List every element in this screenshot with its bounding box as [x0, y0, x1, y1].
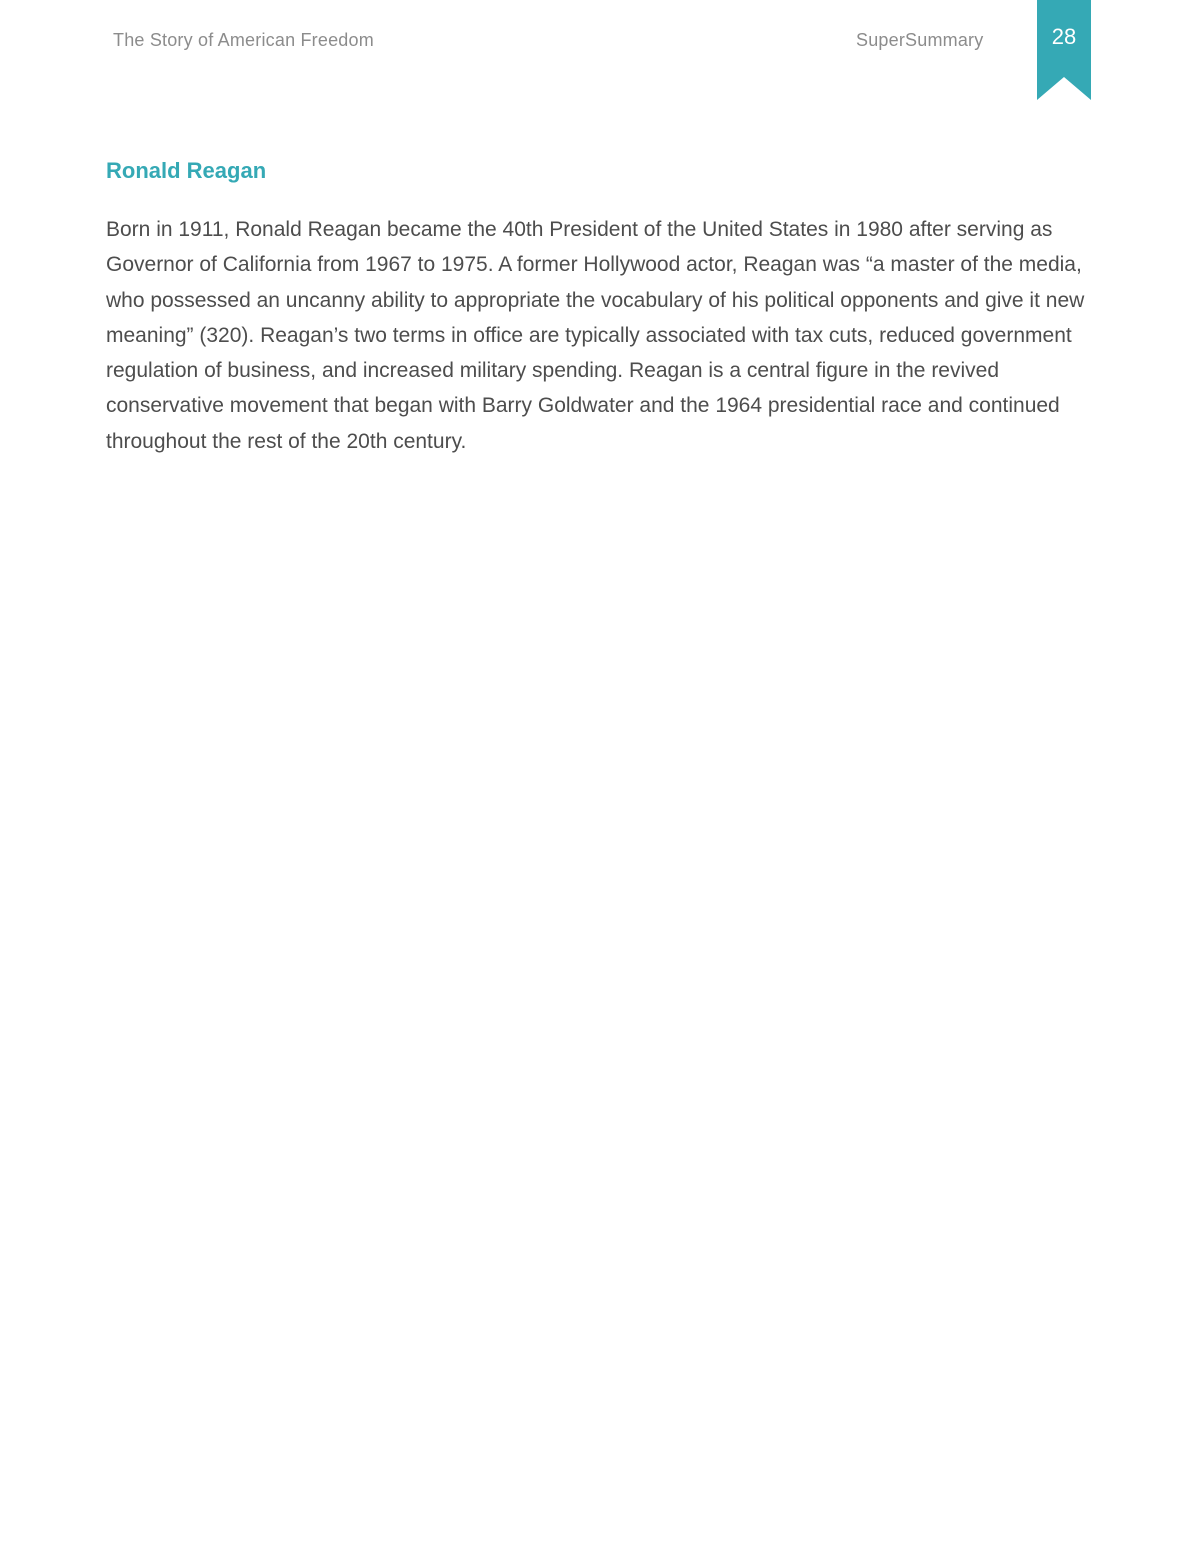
running-title: The Story of American Freedom — [113, 30, 374, 50]
publisher-name: SuperSummary — [856, 30, 984, 50]
page-number: 28 — [1051, 24, 1077, 49]
bookmark-ribbon-icon — [1037, 0, 1091, 100]
body-paragraph: Born in 1911, Ronald Reagan became the 40th President of the United States in 1980 after serving as Governor of California from 1967 to 1975. A former Hollywood actor, Reagan was “a master of the media, who possessed an uncanny ability to appropriate the vocabulary of his political opponents and give it new meaning” (320). Reagan’s two terms in office are typically associated with tax cuts, reduced government regulation of business, and increased military spending. Reagan is a central figure in the revived conservative movement that began with Barry Goldwater and the 1964 presidential race and continued throughout the rest of the 20th century. — [106, 218, 1085, 453]
section-heading: Ronald Reagan — [106, 158, 267, 183]
